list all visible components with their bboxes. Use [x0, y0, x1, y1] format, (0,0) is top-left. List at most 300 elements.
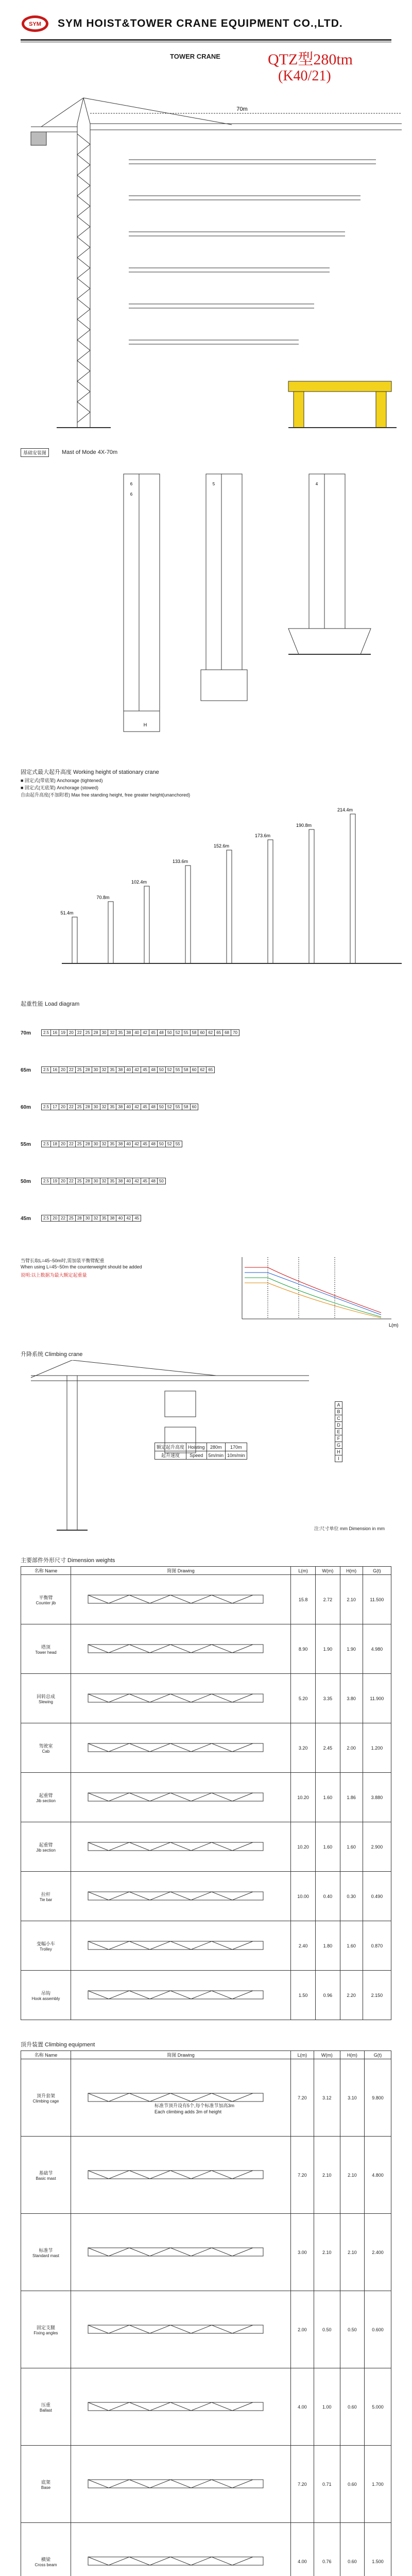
- height-value-8: 214.4m: [337, 807, 353, 812]
- load-row-label: 65m: [21, 1067, 31, 1073]
- load-cell: 32: [108, 1030, 116, 1036]
- header-divider: [21, 39, 391, 41]
- load-cell: 22: [67, 1104, 75, 1110]
- height-value-6: 173.6m: [254, 833, 271, 838]
- header: [21, 14, 391, 37]
- component-row: [21, 2446, 391, 2523]
- load-cell: 35: [108, 1067, 116, 1073]
- component-row: [21, 1723, 391, 1773]
- load-cell: 28: [92, 1030, 100, 1036]
- load-cell: 48: [157, 1030, 165, 1036]
- load-cell: 40: [125, 1141, 133, 1147]
- component-name: 顶升套架 Climbing cage: [21, 2059, 71, 2137]
- load-cell: 22: [59, 1215, 67, 1222]
- component-value: 1.50: [291, 1971, 316, 2020]
- crane-overview-drawing: [0, 93, 412, 443]
- load-row-label: 55m: [21, 1142, 31, 1147]
- overview-caption: Mast of Mode 4X-70m: [62, 449, 118, 455]
- svg-text:6: 6: [130, 492, 133, 497]
- load-cell: 2.5: [42, 1030, 51, 1036]
- load-cell: 20: [59, 1178, 67, 1184]
- component-value: 2.72: [316, 1575, 340, 1624]
- component-name: 压重 Ballast: [21, 2368, 71, 2446]
- component-value: 2.10: [340, 2137, 364, 2214]
- load-cell: 30: [83, 1215, 92, 1222]
- component-value: 15.8: [291, 1575, 316, 1624]
- load-cell: 50: [157, 1067, 165, 1073]
- component-value: 3.10: [340, 2059, 364, 2137]
- component-name: 驾驶室 Cab: [21, 1723, 71, 1773]
- component-value: 2.10: [314, 2214, 340, 2291]
- load-cell: 42: [133, 1178, 141, 1184]
- component-drawing: [71, 1723, 291, 1773]
- component-value: 0.60: [340, 2523, 364, 2576]
- component-header-cell: G(t): [365, 2051, 391, 2059]
- load-row-table: [41, 1029, 239, 1036]
- load-cell: 50: [157, 1141, 165, 1147]
- load-cell: 42: [133, 1067, 141, 1073]
- component-name: 变幅小车 Trolley: [21, 1921, 71, 1971]
- load-cell: 45: [133, 1215, 141, 1222]
- component-value: 5.20: [291, 1674, 316, 1723]
- component-row: [21, 2059, 391, 2137]
- climbing-equipment-note-2: Each climbing adds 3m of height: [154, 2109, 222, 2114]
- component-row: [21, 1575, 391, 1624]
- model-title: QTZ型280tm: [268, 51, 353, 68]
- component-value: 0.490: [363, 1872, 391, 1921]
- load-note-2: When using L=45~50m the counterweight should be added: [21, 1264, 142, 1269]
- load-cell: 38: [125, 1030, 133, 1036]
- load-cell: 30: [92, 1067, 100, 1073]
- load-cell: 55: [174, 1067, 182, 1073]
- component-value: 2.900: [363, 1822, 391, 1872]
- load-cell: 32: [100, 1104, 108, 1110]
- component-value: 3.80: [340, 1674, 363, 1723]
- component-value: 7.20: [291, 2137, 314, 2214]
- component-value: 10.00: [291, 1872, 316, 1921]
- component-value: 3.20: [291, 1723, 316, 1773]
- load-cell: 22: [67, 1141, 75, 1147]
- load-cell: 50: [157, 1104, 165, 1110]
- overview-caption-tag: 基础安装图: [21, 448, 49, 457]
- component-value: 1.60: [340, 1921, 363, 1971]
- load-cell: 55: [174, 1104, 182, 1110]
- load-cell: 25: [67, 1215, 75, 1222]
- load-cell: 55: [174, 1141, 182, 1147]
- load-cell: 19: [59, 1030, 67, 1036]
- height-value-1: 51.4m: [60, 910, 74, 916]
- load-cell: 40: [125, 1178, 133, 1184]
- load-row-label: 70m: [21, 1030, 31, 1036]
- load-cell: 25: [75, 1104, 83, 1110]
- load-cell: 30: [92, 1104, 100, 1110]
- load-row: [21, 1020, 391, 1051]
- height-value-5: 152.6m: [213, 843, 230, 849]
- component-value: 11.900: [363, 1674, 391, 1723]
- climbing-equipment-table: [21, 2050, 391, 2576]
- component-value: 0.71: [314, 2446, 340, 2523]
- component-row: [21, 2214, 391, 2291]
- component-value: 2.10: [340, 2214, 364, 2291]
- component-value: 7.20: [291, 2446, 314, 2523]
- load-cell: 20: [59, 1104, 67, 1110]
- load-cell: 40: [133, 1030, 141, 1036]
- height-line-3: 自由起升高度(不加附着) Max free standing height, free greater height(unanchored): [21, 792, 191, 798]
- component-value: 4.800: [365, 2137, 391, 2214]
- component-value: 2.150: [363, 1971, 391, 2020]
- component-value: 2.10: [314, 2137, 340, 2214]
- load-cell: 16: [51, 1030, 59, 1036]
- load-cell: 65: [207, 1067, 215, 1073]
- load-cell: 35: [108, 1104, 116, 1110]
- load-cell: 32: [92, 1215, 100, 1222]
- load-cell: 28: [83, 1141, 92, 1147]
- load-cell: 2.5: [42, 1141, 51, 1147]
- component-name: 平衡臂 Counter jib: [21, 1575, 71, 1624]
- load-cell: 52: [165, 1104, 174, 1110]
- component-value: 3.00: [291, 2214, 314, 2291]
- height-value-2: 70.8m: [96, 895, 110, 900]
- component-value: 0.40: [316, 1872, 340, 1921]
- component-value: 7.20: [291, 2059, 314, 2137]
- load-cell: 30: [92, 1141, 100, 1147]
- height-diagram: [0, 799, 412, 974]
- climbing-equipment-title: 顶升装置 Climbing equipment: [21, 2042, 95, 2048]
- component-value: 4.980: [363, 1624, 391, 1674]
- company-logo-icon: [21, 14, 49, 33]
- curve-axis-label: L(m): [389, 1323, 399, 1328]
- component-name: 基础节 Basic mast: [21, 2137, 71, 2214]
- load-cell: 38: [116, 1104, 125, 1110]
- load-cell: 22: [67, 1178, 75, 1184]
- load-cell: 20: [59, 1141, 67, 1147]
- component-row: [21, 2137, 391, 2214]
- component-row: [21, 2368, 391, 2446]
- load-cell: 55: [182, 1030, 190, 1036]
- component-value: 1.500: [365, 2523, 391, 2576]
- load-cell: 32: [100, 1141, 108, 1147]
- jib-length-label: 70m: [236, 106, 248, 112]
- height-value-7: 190.8m: [296, 823, 312, 828]
- component-row: [21, 1624, 391, 1674]
- load-row: [21, 1057, 391, 1088]
- component-value: 0.30: [340, 1872, 363, 1921]
- component-value: 3.880: [363, 1773, 391, 1822]
- load-cell: 48: [149, 1141, 158, 1147]
- load-cell: 45: [141, 1104, 149, 1110]
- component-drawing: [71, 2291, 291, 2368]
- load-cell: 25: [75, 1178, 83, 1184]
- load-cell: 45: [141, 1178, 149, 1184]
- component-value: 1.200: [363, 1723, 391, 1773]
- load-cell: 42: [133, 1104, 141, 1110]
- load-cell: 25: [83, 1030, 92, 1036]
- load-row-table: [41, 1178, 166, 1184]
- load-cell: 52: [165, 1067, 174, 1073]
- component-row: [21, 1773, 391, 1822]
- load-cell: 35: [100, 1215, 108, 1222]
- component-value: 2.00: [291, 2291, 314, 2368]
- mast-label-h: H: [143, 722, 147, 727]
- product-label: TOWER CRANE: [170, 53, 220, 60]
- load-cell: 30: [92, 1178, 100, 1184]
- component-drawing: [71, 2059, 291, 2137]
- component-grid: [21, 2050, 391, 2576]
- load-note-3: 说明:以上数据为最大额定起重量: [21, 1273, 87, 1278]
- load-note-1: 当臂长取L=45~50m时,需加装平衡臂配重: [21, 1258, 105, 1263]
- load-cell: 58: [190, 1030, 198, 1036]
- component-drawing: [71, 1872, 291, 1921]
- climbing-title: 升降系统 Climbing crane: [21, 1351, 83, 1358]
- component-value: 2.20: [340, 1971, 363, 2020]
- mast-configuration-drawing: [0, 464, 412, 752]
- component-grid: [21, 1566, 391, 2020]
- load-cell: 2.5: [42, 1067, 51, 1073]
- component-name: 固定支腿 Fixing angles: [21, 2291, 71, 2368]
- component-row: [21, 1822, 391, 1872]
- load-cell: 20: [59, 1067, 67, 1073]
- component-name: 标准节 Standard mast: [21, 2214, 71, 2291]
- height-line-1: ■ 固定式(带底架) Anchorage (tightened): [21, 778, 103, 783]
- component-drawing: [71, 1822, 291, 1872]
- component-drawing: [71, 1971, 291, 2020]
- component-header-cell: L(m): [291, 1567, 316, 1575]
- load-cell: 2.5: [42, 1104, 51, 1110]
- components-title: 主要部件外形尺寸 Dimension weights: [21, 1557, 115, 1564]
- component-value: 2.00: [340, 1723, 363, 1773]
- component-value: 0.50: [314, 2291, 340, 2368]
- component-value: 1.90: [316, 1624, 340, 1674]
- component-name: 底架 Base: [21, 2446, 71, 2523]
- component-header-cell: H(m): [340, 1567, 363, 1575]
- component-name: 起重臂 Jib section: [21, 1773, 71, 1822]
- load-cell: 60: [198, 1030, 207, 1036]
- load-cell: 40: [125, 1104, 133, 1110]
- load-cell: 52: [174, 1030, 182, 1036]
- load-cell: 48: [149, 1178, 158, 1184]
- load-cell: 38: [116, 1141, 125, 1147]
- component-value: 1.90: [340, 1624, 363, 1674]
- svg-text:6: 6: [130, 482, 133, 486]
- component-drawing: [71, 2446, 291, 2523]
- load-curve-chart: [0, 1252, 412, 1329]
- load-cell: 58: [182, 1067, 190, 1073]
- component-header-cell: 简图 Drawing: [71, 1567, 291, 1575]
- component-value: 10.20: [291, 1822, 316, 1872]
- component-value: 9.800: [365, 2059, 391, 2137]
- component-value: 2.400: [365, 2214, 391, 2291]
- height-value-4: 133.6m: [172, 859, 188, 864]
- load-cell: 28: [83, 1178, 92, 1184]
- load-cell: 58: [182, 1104, 190, 1110]
- load-cell: 62: [207, 1030, 215, 1036]
- climbing-legend-table: A B C D E F G H I: [335, 1401, 342, 1462]
- component-header-cell: W(m): [316, 1567, 340, 1575]
- load-cell: 45: [149, 1030, 158, 1036]
- component-value: 2.10: [340, 1575, 363, 1624]
- load-cell: 42: [133, 1141, 141, 1147]
- load-cell: 40: [116, 1215, 125, 1222]
- svg-text:4: 4: [315, 482, 318, 486]
- load-cell: 17: [51, 1104, 59, 1110]
- load-cell: 20: [67, 1030, 75, 1036]
- load-cell: 42: [125, 1215, 133, 1222]
- component-header-cell: 名称 Name: [21, 1567, 71, 1575]
- load-cell: 28: [83, 1067, 92, 1073]
- load-cell: 35: [108, 1141, 116, 1147]
- component-header-cell: H(m): [340, 2051, 364, 2059]
- load-cell: 48: [149, 1104, 158, 1110]
- component-drawing: [71, 1674, 291, 1723]
- component-value: 3.12: [314, 2059, 340, 2137]
- component-value: 10.20: [291, 1773, 316, 1822]
- component-drawing: [71, 1921, 291, 1971]
- component-value: 0.76: [314, 2523, 340, 2576]
- component-header-cell: L(m): [291, 2051, 314, 2059]
- load-cell: 16: [51, 1067, 59, 1073]
- load-row: [21, 1168, 391, 1199]
- climbing-legend-note: 注:尺寸单位 mm Dimension in mm: [314, 1526, 385, 1531]
- load-cell: 20: [51, 1215, 59, 1222]
- component-value: 1.60: [340, 1822, 363, 1872]
- component-drawing: [71, 1575, 291, 1624]
- component-value: 0.600: [365, 2291, 391, 2368]
- component-value: 2.40: [291, 1921, 316, 1971]
- component-value: 4.00: [291, 2368, 314, 2446]
- load-cell: 70: [231, 1030, 239, 1036]
- load-cell: 19: [51, 1178, 59, 1184]
- load-cell: 60: [190, 1067, 198, 1073]
- component-name: 塔顶 Tower head: [21, 1624, 71, 1674]
- component-drawing: [71, 2368, 291, 2446]
- component-value: 3.35: [316, 1674, 340, 1723]
- load-cell: 22: [75, 1030, 83, 1036]
- component-name: 吊钩 Hook assembly: [21, 1971, 71, 2020]
- load-cell: 18: [51, 1141, 59, 1147]
- component-name: 回转总成 Slewing: [21, 1674, 71, 1723]
- component-row: [21, 2523, 391, 2576]
- load-cell: 2.5: [42, 1178, 51, 1184]
- load-cell: 62: [198, 1067, 207, 1073]
- component-value: 1.80: [316, 1921, 340, 1971]
- component-value: 8.90: [291, 1624, 316, 1674]
- load-cell: 68: [223, 1030, 231, 1036]
- load-cell: 25: [75, 1141, 83, 1147]
- load-row-label: 60m: [21, 1105, 31, 1110]
- load-cell: 32: [100, 1178, 108, 1184]
- component-value: 0.96: [316, 1971, 340, 2020]
- load-cell: 38: [116, 1178, 125, 1184]
- component-value: 5.000: [365, 2368, 391, 2446]
- component-drawing: [71, 1624, 291, 1674]
- load-cell: 60: [190, 1104, 198, 1110]
- component-value: 0.60: [340, 2368, 364, 2446]
- load-row-table: [41, 1066, 215, 1073]
- component-drawing: [71, 2214, 291, 2291]
- component-header-cell: W(m): [314, 2051, 340, 2059]
- component-row: [21, 1921, 391, 1971]
- load-row-table: [41, 1215, 141, 1222]
- height-value-3: 102.4m: [131, 879, 147, 885]
- load-cell: 22: [67, 1067, 75, 1073]
- components-table: [21, 1566, 391, 2020]
- load-row-label: 45m: [21, 1216, 31, 1222]
- load-cell: 28: [75, 1215, 83, 1222]
- load-cell: 50: [157, 1178, 165, 1184]
- load-rows: [21, 1020, 391, 1247]
- component-value: 0.50: [340, 2291, 364, 2368]
- load-cell: 35: [108, 1178, 116, 1184]
- logo-text: SYM: [29, 21, 41, 27]
- load-cell: 28: [83, 1104, 92, 1110]
- component-name: 起重臂 Jib section: [21, 1822, 71, 1872]
- load-cell: 42: [141, 1030, 149, 1036]
- load-cell: 65: [215, 1030, 223, 1036]
- component-drawing: [71, 2523, 291, 2576]
- load-cell: 40: [125, 1067, 133, 1073]
- component-name: 拉杆 Tie bar: [21, 1872, 71, 1921]
- component-value: 11.500: [363, 1575, 391, 1624]
- component-name: 横梁 Cross beam: [21, 2523, 71, 2576]
- load-cell: 32: [100, 1067, 108, 1073]
- component-value: 1.60: [316, 1822, 340, 1872]
- component-drawing: [71, 1773, 291, 1822]
- load-cell: 35: [116, 1030, 125, 1036]
- load-cell: 25: [75, 1067, 83, 1073]
- svg-text:5: 5: [212, 482, 215, 486]
- load-title: 起重性能 Load diagram: [21, 1001, 80, 1007]
- load-row: [21, 1094, 391, 1125]
- component-value: 1.00: [314, 2368, 340, 2446]
- component-row: [21, 2291, 391, 2368]
- component-drawing: [71, 2137, 291, 2214]
- model-subtitle: (K40/21): [278, 68, 331, 84]
- height-line-2: ■ 固定式(无底架) Anchorage (stowed): [21, 785, 98, 790]
- component-row: [21, 1872, 391, 1921]
- height-title: 固定式最大起升高度 Working height of stationary crane: [21, 769, 159, 775]
- component-row: [21, 1674, 391, 1723]
- component-value: 2.45: [316, 1723, 340, 1773]
- climbing-spec-table: 额定起升高度 Hoisting 280m 170m 起升速度 Speed 5m/min 10m/min: [154, 1443, 247, 1460]
- climbing-equipment-note-1: 标准节顶升设有5个,每个标准节加高3m: [154, 2103, 235, 2108]
- component-value: 4.00: [291, 2523, 314, 2576]
- load-cell: 2.5: [42, 1215, 51, 1222]
- load-cell: 52: [165, 1141, 174, 1147]
- component-value: 0.870: [363, 1921, 391, 1971]
- load-cell: 30: [100, 1030, 108, 1036]
- company-name: SYM HOIST&TOWER CRANE EQUIPMENT CO.,LTD.: [58, 18, 343, 29]
- component-value: 0.60: [340, 2446, 364, 2523]
- load-cell: 48: [149, 1067, 158, 1073]
- component-header-cell: G(t): [363, 1567, 391, 1575]
- load-row: [21, 1131, 391, 1162]
- load-row: [21, 1206, 391, 1236]
- component-value: 1.86: [340, 1773, 363, 1822]
- component-value: 1.60: [316, 1773, 340, 1822]
- load-cell: 45: [141, 1141, 149, 1147]
- load-cell: 50: [165, 1030, 174, 1036]
- load-row-table: [41, 1104, 198, 1110]
- component-value: 1.700: [365, 2446, 391, 2523]
- load-cell: 45: [141, 1067, 149, 1073]
- load-row-label: 50m: [21, 1179, 31, 1184]
- component-row: [21, 1971, 391, 2020]
- component-header-cell: 简图 Drawing: [71, 2051, 291, 2059]
- component-header-cell: 名称 Name: [21, 2051, 71, 2059]
- load-row-table: [41, 1141, 182, 1147]
- load-cell: 38: [108, 1215, 116, 1222]
- load-cell: 38: [116, 1067, 125, 1073]
